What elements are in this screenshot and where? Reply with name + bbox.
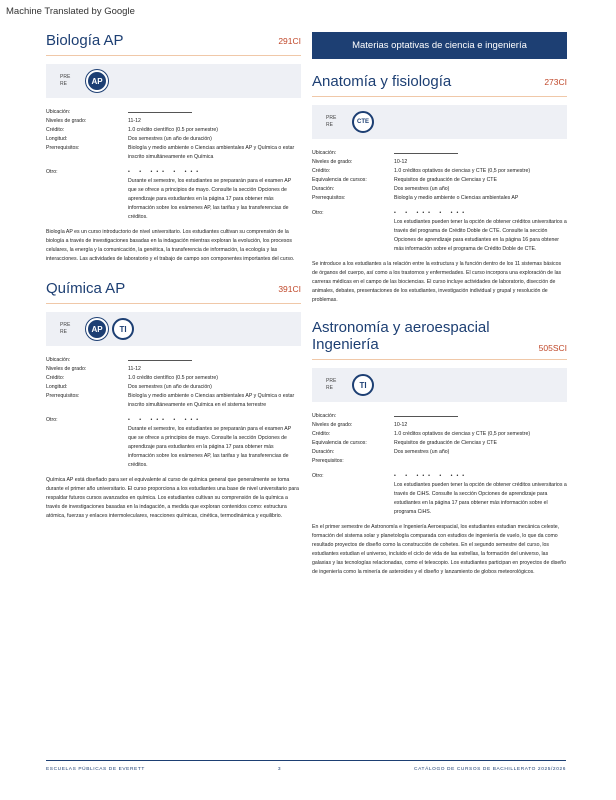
course-header-astro xyxy=(312,319,567,360)
location-line xyxy=(394,412,458,417)
course-info: Ubicación: Niveles de grado: 10-12 Crédito: 1.0 créditos optativos de ciencias y CTE (0,5 por semestre) Equivalencia de cursos: Requisitos de graduación de Ciencias y CTE Duración: Dos semestres (un año) Prerequisitos: Otro: • • ••• • ••• Los estudiantes pueden tener la opción de obtener créditos universitarios a través de CiHS. Consulte la sección Opciones de aprendizaje para estudiantes en la página 17 para obtener más información sobre el programa CiHS. xyxy=(312,413,567,515)
course-title: Astronomía y aeroespacial Ingeniería xyxy=(312,319,490,353)
course-title: Biología AP xyxy=(46,32,124,49)
prereq-tag: PRE RE xyxy=(326,115,337,128)
machine-translated-banner: Machine Translated by Google xyxy=(0,0,616,22)
course-info: Ubicación: Niveles de grado: 10-12 Crédito: 1.0 créditos optativos de ciencias y CTE (0,5 por semestre) Equivalencia de cursos: Requisitos de graduación de Ciencias y CTE Duración: Dos semestres (un año) Prerrequisitos: Biología y medio ambiente o Ciencias ambientales AP Otro: • • ••• • ••• Los estudiantes pueden tener la opción de obtener créditos universitarios a través del programa de Crédito Doble de CTE. Consulte la sección Opciones de aprendizaje para estudiantes en la página 16 para obtener más información sobre el programa de Crédito Doble de CTE. xyxy=(312,150,567,252)
location-line xyxy=(128,108,192,113)
course-title: Química AP xyxy=(46,280,126,297)
course-info: Ubicación: Niveles de grado: 11-12 Crédito: 1.0 crédito científico (0.5 por semestre) Longitud: Dos semestres (un año de duración) Prerrequisitos: Biología y medio ambiente o Ciencias ambientales AP y Química o estar inscrito simultáneamente en Química Otro: • • ••• • ••• Durante el semestre, los estudiantes se prepararán para el examen AP que se ofrece a principios de mayo. Consulte la sección Opciones de aprendizaje para estudiantes en la página 17 para obtener más información sobre los exámenes AP, las tarifas y las transferencias de créditos. xyxy=(46,109,295,220)
section-banner: Materias optativas de ciencia e ingeniería xyxy=(312,32,567,59)
page-footer xyxy=(46,760,566,772)
course-header-anat xyxy=(312,73,567,97)
course-description: Biología AP es un curso introductorio de nivel universitario. Los estudiantes cultivan su comprensión de la biología a través de investigaciones basadas en la indagación mientras exploran la evolución, los procesos celulares, la energía y la comunicación, la genética, la transferencia de información, la ecología y las interacciones. Las actividades de laboratorio y el trabajo de campo son componentes importantes del curso. xyxy=(46,229,295,262)
prereq-tag: PRE RE xyxy=(326,378,337,391)
location-line xyxy=(128,356,192,361)
course-title: Anatomía y fisiología xyxy=(312,73,452,90)
ap-icon: AP xyxy=(86,70,108,92)
icon-bar xyxy=(46,312,301,346)
footer-page-number: 3 xyxy=(277,767,282,772)
course-header-bio xyxy=(46,32,301,56)
course-description: Se introduce a los estudiantes a la relación entre la estructura y la función dentro de los 11 sistemas básicos de órganos del cuerpo, así como a los trastornos y enfermedades. El curso incorpora una exploración de las carreras médicas en el campo de las biociencias. El curso incluye actividades de laboratorio, disección de animales, debates, presentaciones de los estudiantes, investigación individual y grupal y resolución de problemas. xyxy=(312,261,562,303)
ti-icon: TI xyxy=(112,318,134,340)
footer-district: ESCUELAS PÚBLICAS DE EVERETT xyxy=(46,767,145,772)
prereq-tag: PRE RE xyxy=(60,322,71,335)
right-column xyxy=(312,32,567,577)
icon-bar xyxy=(312,368,567,402)
course-code: 291CI xyxy=(278,35,301,46)
course-header-chem xyxy=(46,280,301,304)
course-code: 505SCI xyxy=(538,343,567,353)
course-info: Ubicación: Niveles de grado: 11-12 Crédito: 1.0 crédito científico (0.5 por semestre) Longitud: Dos semestres (un año de duración) Prerrequisitos: Biología y medio ambiente o Ciencias ambientales AP y Química o estar inscrito simultáneamente en Química en el sistema terrestre Otro: • • ••• • ••• Durante el semestre, los estudiantes se prepararán para el examen AP que se ofrece a principios de mayo. Consulte la sección Opciones de aprendizaje para estudiantes en la página 17 para obtener más información sobre los exámenes AP, las tarifas y las transferencias de créditos. xyxy=(46,357,295,468)
course-description: En el primer semestre de Astronomía e Ingeniería Aeroespacial, los estudiantes estudian mecánica celeste, formación del sistema solar y planetología comparada con estudios de ingeniería de vuelo, lo que da como resultado proyectos de diseño como la construcción de cohetes. En el segundo semestre del curso, los estudiantes estudian el universo, incluido el ciclo de vida de las estrellas, la formación del universo, las galaxias y las tecnologías relacionadas, como el telescopio. Los estudiantes participan en proyectos de diseño de ingeniería como la minería de asteroides y el diseño y lanzamiento de globos meteorológicos. xyxy=(312,524,567,575)
footer-catalog: CATÁLOGO DE CURSOS DE BACHILLERATO 2025/2026 xyxy=(414,767,566,772)
course-code: 273CI xyxy=(544,76,567,87)
location-line xyxy=(394,149,458,154)
icon-bar xyxy=(312,105,567,139)
cte-icon: CTE xyxy=(352,111,374,133)
prereq-tag: PRE RE xyxy=(60,74,71,87)
course-code: 391CI xyxy=(278,283,301,294)
course-description: Química AP está diseñado para ser el equivalente al curso de química general que generalmente se toma durante el primer año universitario. El curso proporciona a los estudiantes una base de nivel universitario para respaldar futuros cursos avanzados en química. Los estudiantes cultivan su comprensión de la química a través de investigaciones basadas en la indagación, a medida que exploran contenidos como: estructura atómica, fuerzas y enlaces intermoleculares, reacciones químicas, cinética, termodinámica y equilibrio. xyxy=(46,477,299,519)
icon-bar xyxy=(46,64,301,98)
ti-icon: TI xyxy=(352,374,374,396)
ap-icon: AP xyxy=(86,318,108,340)
left-column xyxy=(46,32,301,521)
